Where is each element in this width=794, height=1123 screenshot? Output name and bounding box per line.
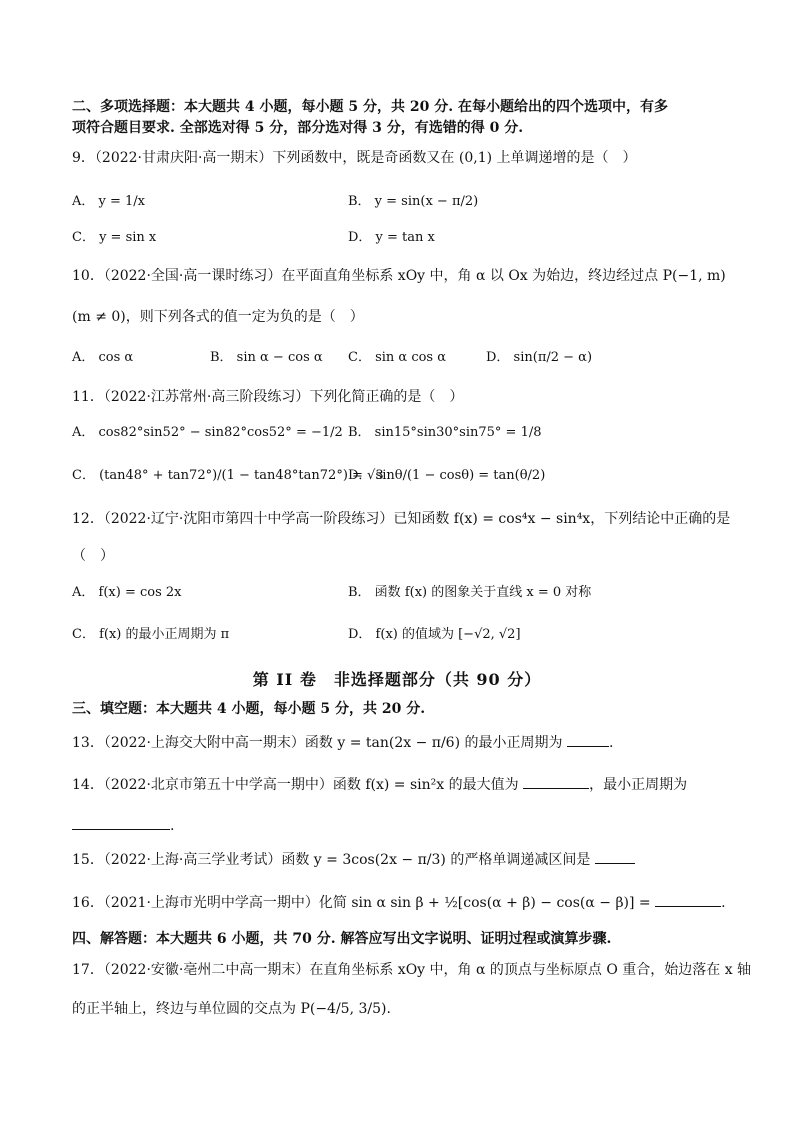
question-15 bbox=[72, 849, 635, 870]
question-17-line2: 的正半轴上，终边与单位圆的交点为 P(−4/5, 3/5). bbox=[72, 1001, 391, 1017]
section-2-header-line1: 二、多项选择题：本大题共 4 小题，每小题 5 分，共 20 分. 在每小题给出的四个选项中，有多 bbox=[72, 99, 668, 115]
question-13 bbox=[72, 732, 613, 753]
question-13-text: 13．（2022·上海交大附中高一期末）函数 y = tan(2x − π/6) 的最小正周期为 bbox=[72, 735, 563, 751]
question-12-option-a: A． f(x) = cos 2x bbox=[72, 585, 182, 600]
question-13-period: . bbox=[608, 735, 614, 751]
question-10-stem-line1: 10．（2022·全国·高一课时练习）在平面直角坐标系 xOy 中，角 α 以 Ox 为始边，终边经过点 P(−1, m) bbox=[72, 268, 726, 284]
question-10-option-c: C． sin α cos α bbox=[348, 350, 447, 365]
question-14-text: 14．（2022·北京市第五十中学高一期中）函数 f(x) = sin²x 的最大值为 bbox=[72, 777, 519, 793]
question-16-text: 16．（2021·上海市光明中学高一期中）化简 sin α sin β + ½[cos(α + β) − cos(α − β)] = bbox=[72, 895, 651, 911]
question-9-option-b: B． y = sin(x − π/2) bbox=[348, 194, 479, 209]
question-12-option-b: B． 函数 f(x) 的图象关于直线 x = 0 对称 bbox=[348, 585, 592, 600]
question-9-stem: 9．（2022·甘肃庆阳·高一期末）下列函数中，既是奇函数又在 (0,1) 上单调递增的是（ ） bbox=[72, 150, 637, 166]
question-14-period-blank[interactable] bbox=[72, 815, 170, 830]
question-16-answer-blank[interactable] bbox=[655, 892, 721, 907]
question-10-option-d: D． sin(π/2 − α) bbox=[486, 350, 593, 365]
question-14-max-blank[interactable] bbox=[523, 774, 589, 789]
question-15-answer-blank[interactable] bbox=[595, 849, 635, 864]
question-11-option-c: C． (tan48° + tan72°)/(1 − tan48°tan72°) = √3 bbox=[72, 468, 384, 483]
question-13-answer-blank[interactable] bbox=[567, 732, 609, 747]
question-14-period: . bbox=[170, 818, 175, 834]
section-4-header: 四、解答题：本大题共 6 小题，共 70 分. 解答应写出文字说明、证明过程或演算步骤. bbox=[72, 931, 612, 947]
question-11-option-b: B． sin15°sin30°sin75° = 1/8 bbox=[348, 425, 542, 440]
question-12-stem-line2: （ ） bbox=[72, 548, 114, 564]
question-11-option-d: D． sinθ/(1 − cosθ) = tan(θ/2) bbox=[348, 468, 546, 483]
question-17-line1: 17．（2022·安徽·亳州二中高一期末）在直角坐标系 xOy 中，角 α 的顶点与坐标原点 O 重合，始边落在 x 轴 bbox=[72, 962, 752, 978]
question-16-period: . bbox=[721, 895, 726, 911]
question-12-option-d: D． f(x) 的值域为 [−√2, √2] bbox=[348, 627, 521, 642]
part-2-title: 第 II 卷 非选择题部分（共 90 分） bbox=[252, 670, 542, 689]
question-15-text: 15．（2022·上海·高三学业考试）函数 y = 3cos(2x − π/3) 的严格单调递减区间是 bbox=[72, 852, 591, 868]
question-14 bbox=[72, 774, 687, 795]
question-14-mid-text: ，最小正周期为 bbox=[589, 777, 688, 793]
question-10-stem-line2: (m ≠ 0)，则下列各式的值一定为负的是（ ） bbox=[72, 309, 364, 325]
section-2-header-line2: 项符合题目要求. 全部选对得 5 分，部分选对得 3 分，有选错的得 0 分. bbox=[72, 120, 524, 136]
question-11-stem: 11．（2022·江苏常州·高三阶段练习）下列化简正确的是（ ） bbox=[72, 389, 464, 405]
question-12-option-c: C． f(x) 的最小正周期为 π bbox=[72, 627, 230, 642]
question-10-option-a: A． cos α bbox=[72, 350, 134, 365]
question-12-stem-line1: 12．（2022·辽宁·沈阳市第四十中学高一阶段练习）已知函数 f(x) = cos⁴x − sin⁴x，下列结论中正确的是 bbox=[72, 511, 731, 527]
question-16 bbox=[72, 892, 726, 913]
question-11-option-a: A． cos82°sin52° − sin82°cos52° = −1/2 bbox=[72, 425, 343, 440]
section-3-header: 三、填空题：本大题共 4 小题，每小题 5 分，共 20 分. bbox=[72, 701, 426, 717]
question-9-option-c: C． y = sin x bbox=[72, 230, 157, 245]
question-9-option-d: D． y = tan x bbox=[348, 230, 435, 245]
question-9-option-a: A． y = 1/x bbox=[72, 194, 146, 209]
question-10-option-b: B． sin α − cos α bbox=[210, 350, 323, 365]
question-14-line2 bbox=[72, 815, 174, 836]
